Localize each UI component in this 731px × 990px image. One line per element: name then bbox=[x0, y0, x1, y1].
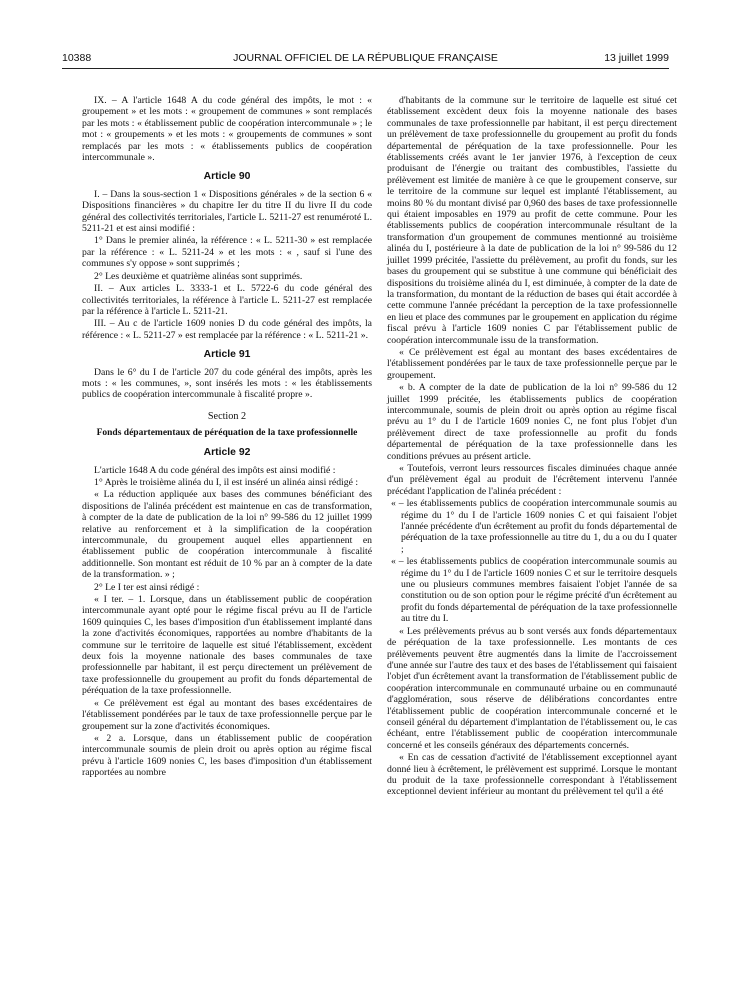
paragraph: II. – Aux articles L. 3333-1 et L. 5722-6 du code général des collectivités territoriales, la référence à l'article L. 5211-27 est remplacée par la référence à l'article L. 5211-21. bbox=[82, 283, 372, 317]
paragraph: « Ce prélèvement est égal au montant des bases excédentaires de l'établissement pondérées par le taux de taxe professionnelle perçue par le groupement sur la zone d'activités économiques. bbox=[82, 697, 372, 732]
page-header bbox=[62, 52, 669, 68]
paragraph: 2° Les deuxième et quatrième alinéas sont supprimés. bbox=[94, 270, 303, 282]
bullet-item: « – les établissements publics de coopération intercommunale soumis au régime du 1° du I de l'article 1609 nonies C et qui faisaient l'objet l'année précédente d'un écrêtement au profit du fonds départemental de péréquation de la taxe professionnelle au titre du 1, du a ou du I quater ; bbox=[391, 498, 677, 555]
paragraph: I. – Dans la sous-section 1 « Dispositions générales » de la section 6 « Dispositions financières » du chapitre Ier du titre II du livre II du code général des collectivités territoriales, l'article L. 5211-27 est renuméroté L. 5211-21 et est ainsi modifié : bbox=[82, 188, 372, 235]
left-column bbox=[82, 95, 372, 780]
article-heading: Article 91 bbox=[203, 349, 251, 361]
right-column bbox=[387, 95, 677, 799]
paragraph: « Toutefois, verront leurs ressources fiscales diminuées chaque année d'un prélèvement égal au produit de l'écrêtement intervenu l'année précédant l'application de l'alinéa précédent : bbox=[387, 463, 677, 497]
page-number: 10388 bbox=[62, 52, 92, 64]
paragraph: « En cas de cessation d'activité de l'établissement exceptionnel ayant donné lieu à écrêtement, le prélèvement est supprimé. Lorsque le montant du produit de la taxe professionnelle correspondant à l'établissement exceptionnel devient inférieur au montant du prélèvement tel qu'il a été bbox=[387, 752, 677, 798]
article-heading: Article 92 bbox=[203, 447, 251, 459]
paragraph: d'habitants de la commune sur le territoire de laquelle est situé cet établissement excèdent deux fois la moyenne nationale des bases communales de taxe professionnelle par habitant, il est perçu directement un prélèvement de taxe professionnelle du groupement au profit du fonds départemental de péréquation de la taxe professionnelle. Pour les établissements créés avant le 1er janvier 1976, à l'exception de ceux produisant de l'énergie ou traitant des combustibles, l'assiette du prélèvement est limitée de manière à ce que le groupement conserve, sur le territoire de la commune sur lequel est implanté l'établissement, au moins 80 % du montant divisé par 0,960 des bases de taxe professionnelle qui étaient imposables en 1979 au profit de cette commune. Pour les établissements publics de coopération intercommunale résultant de la transformation d'un groupement de communes mentionné au troisième alinéa du I, postérieure à la date de publication de la loi n° 99-586 du 12 juillet 1999 précitée, l'assiette du prélèvement, au profit du fonds, sur les bases du groupement qui se substitue à une commune qui bénéficiait des dispositions du troisième alinéa du I, est diminuée, à compter de la date de la transformation, du montant de la réduction de bases qui était accordée à cette commune l'année précédant la perception de la taxe professionnelle en lieu et place des communes par le groupement en application du régime fiscal prévu à l'article 1609 nonies C par l'établissement public de coopération intercommunale issu de la transformation. bbox=[387, 95, 677, 346]
paragraph: 2° Le I ter est ainsi rédigé : bbox=[94, 581, 200, 593]
section-heading: Section 2 bbox=[207, 410, 247, 422]
section-subtitle: Fonds départementaux de péréquation de la taxe professionnelle bbox=[96, 428, 358, 439]
bullet-item: « – les établissements publics de coopération intercommunale soumis au régime du 1° du I de l'article 1609 nonies C et sur le territoire desquels une ou plusieurs communes membres faisaient l'objet l'année de sa constitution ou de son option pour le régime précité d'un écrêtement au profit du fonds départemental de péréquation de la taxe professionnelle au titre du I. bbox=[391, 556, 677, 625]
paragraph: 1° Après le troisième alinéa du I, il est inséré un alinéa ainsi rédigé : bbox=[94, 476, 359, 488]
issue-date: 13 juillet 1999 bbox=[604, 52, 669, 64]
article-heading: Article 90 bbox=[203, 171, 251, 183]
paragraph: « Ce prélèvement est égal au montant des bases excédentaires de l'établissement pondérées par le taux de taxe professionnelle perçue par le groupement. bbox=[387, 346, 677, 381]
paragraph: « b. A compter de la date de publication de la loi n° 99-586 du 12 juillet 1999 précitée, les établissements publics de coopération intercommunale, soumis de plein droit ou après option au régime fiscal prévu au 1° du I de l'article 1609 nonies C, ne font plus l'objet d'un prélèvement direct de taxe professionnelle au profit du fonds départemental de péréquation de la taxe professionnelle dans les conditions prévues au présent article. bbox=[387, 382, 677, 462]
paragraph: « 2 a. Lorsque, dans un établissement public de coopération intercommunale soumis de plein droit ou après option au régime fiscal prévu à l'article 1609 nonies C, les bases d'imposition d'un établissement rapportées au nombre bbox=[82, 732, 372, 779]
journal-title: JOURNAL OFFICIEL DE LA RÉPUBLIQUE FRANÇAISE bbox=[233, 52, 498, 64]
paragraph: IX. – A l'article 1648 A du code général des impôts, le mot : « groupement » et les mots : « groupement de communes » sont remplacés par les mots : « établissement public de coopération intercommunale » ; le mot : « groupements » et les mots : « groupements de communes » sont remplacés par les mots : « établissements publics de coopération intercommunale ». bbox=[82, 95, 372, 164]
paragraph: 1° Dans le premier alinéa, la référence : « L. 5211-30 » est remplacée par la référence : « L. 5211-24 » et les mots : « , sauf si l'une des communes s'y oppose » sont supprimés ; bbox=[82, 235, 372, 270]
paragraph: III. – Au c de l'article 1609 nonies D du code général des impôts, la référence : « L. 5211-27 » est remplacée par la référence : « L. 5211-21 ». bbox=[82, 318, 372, 341]
paragraph: Dans le 6° du I de l'article 207 du code général des impôts, après les mots : « les communes, », sont insérés les mots : « les établissements publics de coopération intercommunale à fiscalité propre ». bbox=[82, 366, 372, 401]
paragraph: « La réduction appliquée aux bases des communes bénéficiant des dispositions de l'alinéa précédent est maintenue en cas de transformation, à compter de la date de publication de la loi n° 99-586 du 12 juillet 1999 relative au renforcement et à la simplification de la coopération intercommunale, du groupement auquel elles appartiennent en établissement public de coopération intercommunale à fiscalité additionnelle. Son montant est réduit de 10 % par an à compter de la date de la transformation. » ; bbox=[82, 489, 372, 581]
paragraph: « I ter. – 1. Lorsque, dans un établissement public de coopération intercommunale ayant opté pour le régime fiscal prévu au II de l'article 1609 quinquies C, les bases d'imposition d'un établissement implanté dans la zone d'activités économiques, rapportées au nombre d'habitants de la commune sur le territoire de laquelle est situé l'établissement, excèdent deux fois la moyenne nationale des bases communales de taxe professionnelle par habitant, il est perçu directement un prélèvement de taxe professionnelle du groupement au profit du fonds départemental de péréquation de la taxe professionnelle. bbox=[82, 594, 372, 697]
paragraph: « Les prélèvements prévus au b sont versés aux fonds départementaux de péréquation de la taxe professionnelle. Les montants de ces prélèvements peuvent être augmentés dans la limite de l'accroissement d'une année sur l'autre des taux et des bases de l'établissement qui faisaient l'objet d'un écrêtement avant la transformation de l'établissement public de coopération intercommunale en communauté urbaine ou en communauté d'agglomération, sous réserve de délibérations concordantes entre l'établissement public de coopération intercommunale concerné et le conseil général du département d'implantation de l'établissement ou, le cas échéant, entre l'établissement public de coopération intercommunale concerné et les conseils généraux des départements concernés. bbox=[387, 625, 677, 751]
paragraph: L'article 1648 A du code général des impôts est ainsi modifié : bbox=[94, 464, 336, 476]
header-rule bbox=[62, 68, 669, 69]
